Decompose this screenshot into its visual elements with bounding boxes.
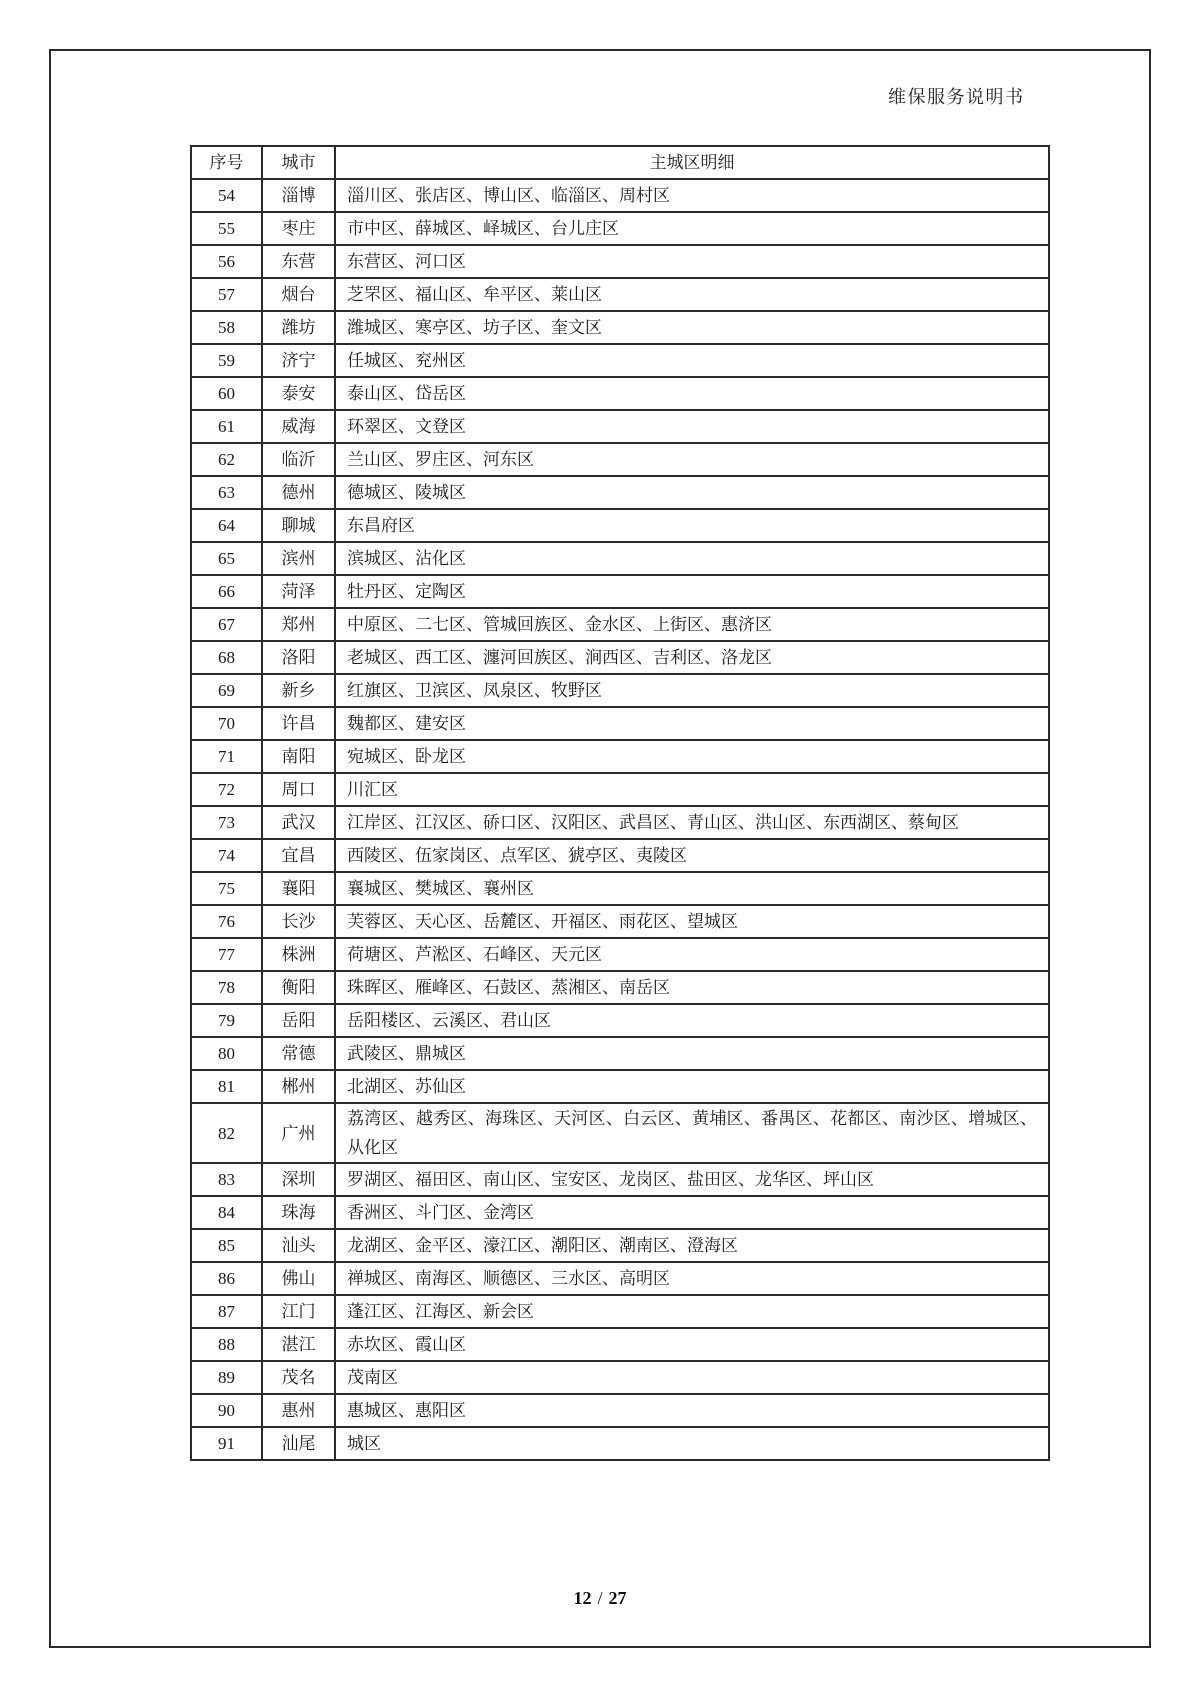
page-number (0, 1588, 1200, 1609)
cell-city: 湛江 (262, 1328, 335, 1361)
cell-no: 54 (191, 179, 262, 212)
cell-districts: 蓬江区、江海区、新会区 (335, 1295, 1049, 1328)
cell-city: 广州 (262, 1103, 335, 1163)
table-row (191, 1427, 1049, 1460)
cell-districts: 东营区、河口区 (335, 245, 1049, 278)
cell-districts: 市中区、薛城区、峄城区、台儿庄区 (335, 212, 1049, 245)
cell-city: 洛阳 (262, 641, 335, 674)
cell-no: 82 (191, 1103, 262, 1163)
cell-no: 71 (191, 740, 262, 773)
cell-city: 潍坊 (262, 311, 335, 344)
cell-districts: 西陵区、伍家岗区、点军区、猇亭区、夷陵区 (335, 839, 1049, 872)
cell-districts: 荷塘区、芦淞区、石峰区、天元区 (335, 938, 1049, 971)
cell-no: 85 (191, 1229, 262, 1262)
cell-no: 63 (191, 476, 262, 509)
cell-districts: 江岸区、江汉区、硚口区、汉阳区、武昌区、青山区、洪山区、东西湖区、蔡甸区 (335, 806, 1049, 839)
table-row (191, 773, 1049, 806)
cell-no: 91 (191, 1427, 262, 1460)
cell-no: 76 (191, 905, 262, 938)
cell-no: 84 (191, 1196, 262, 1229)
cell-no: 79 (191, 1004, 262, 1037)
cell-city: 许昌 (262, 707, 335, 740)
table-row (191, 839, 1049, 872)
cell-city: 汕头 (262, 1229, 335, 1262)
page-number-current: 12 (573, 1588, 592, 1608)
document-header-title: 维保服务说明书 (888, 87, 1025, 107)
cell-city: 聊城 (262, 509, 335, 542)
cell-no: 61 (191, 410, 262, 443)
cell-city: 惠州 (262, 1394, 335, 1427)
cell-no: 58 (191, 311, 262, 344)
cell-city: 武汉 (262, 806, 335, 839)
cell-no: 87 (191, 1295, 262, 1328)
cell-city: 南阳 (262, 740, 335, 773)
cell-districts: 牡丹区、定陶区 (335, 575, 1049, 608)
cell-city: 襄阳 (262, 872, 335, 905)
cell-no: 81 (191, 1070, 262, 1103)
table-row (191, 1394, 1049, 1427)
cell-city: 德州 (262, 476, 335, 509)
cell-no: 80 (191, 1037, 262, 1070)
cell-no: 74 (191, 839, 262, 872)
cell-no: 68 (191, 641, 262, 674)
cell-no: 62 (191, 443, 262, 476)
table-row (191, 575, 1049, 608)
cell-no: 66 (191, 575, 262, 608)
table-row (191, 542, 1049, 575)
table-row (191, 1229, 1049, 1262)
cell-no: 83 (191, 1163, 262, 1196)
cell-districts: 芙蓉区、天心区、岳麓区、开福区、雨花区、望城区 (335, 905, 1049, 938)
table-row (191, 740, 1049, 773)
cell-city: 周口 (262, 773, 335, 806)
cell-districts: 荔湾区、越秀区、海珠区、天河区、白云区、黄埔区、番禺区、花都区、南沙区、增城区、从化区 (335, 1103, 1049, 1163)
cell-districts: 淄川区、张店区、博山区、临淄区、周村区 (335, 179, 1049, 212)
cell-districts: 任城区、兖州区 (335, 344, 1049, 377)
table-row (191, 311, 1049, 344)
cell-city: 常德 (262, 1037, 335, 1070)
table-row (191, 245, 1049, 278)
city-districts-table (190, 145, 1050, 1461)
column-header-city: 城市 (262, 146, 335, 179)
column-header-no: 序号 (191, 146, 262, 179)
cell-no: 70 (191, 707, 262, 740)
table-row (191, 509, 1049, 542)
cell-no: 60 (191, 377, 262, 410)
cell-districts: 魏都区、建安区 (335, 707, 1049, 740)
table-row (191, 1328, 1049, 1361)
cell-city: 临沂 (262, 443, 335, 476)
cell-city: 烟台 (262, 278, 335, 311)
cell-city: 江门 (262, 1295, 335, 1328)
cell-city: 茂名 (262, 1361, 335, 1394)
cell-districts: 川汇区 (335, 773, 1049, 806)
cell-city: 长沙 (262, 905, 335, 938)
cell-city: 珠海 (262, 1196, 335, 1229)
table-row (191, 278, 1049, 311)
cell-districts: 宛城区、卧龙区 (335, 740, 1049, 773)
cell-districts: 芝罘区、福山区、牟平区、莱山区 (335, 278, 1049, 311)
cell-no: 75 (191, 872, 262, 905)
cell-no: 55 (191, 212, 262, 245)
table-row (191, 674, 1049, 707)
table-row (191, 971, 1049, 1004)
table-row (191, 377, 1049, 410)
table-row (191, 641, 1049, 674)
cell-districts: 罗湖区、福田区、南山区、宝安区、龙岗区、盐田区、龙华区、坪山区 (335, 1163, 1049, 1196)
cell-districts: 德城区、陵城区 (335, 476, 1049, 509)
cell-districts: 潍城区、寒亭区、坊子区、奎文区 (335, 311, 1049, 344)
cell-city: 滨州 (262, 542, 335, 575)
cell-city: 威海 (262, 410, 335, 443)
table-row (191, 476, 1049, 509)
cell-city: 东营 (262, 245, 335, 278)
cell-districts: 老城区、西工区、瀍河回族区、涧西区、吉利区、洛龙区 (335, 641, 1049, 674)
cell-city: 株洲 (262, 938, 335, 971)
cell-districts: 禅城区、南海区、顺德区、三水区、高明区 (335, 1262, 1049, 1295)
cell-no: 64 (191, 509, 262, 542)
table-row (191, 806, 1049, 839)
cell-city: 郴州 (262, 1070, 335, 1103)
cell-districts: 东昌府区 (335, 509, 1049, 542)
table-row (191, 1262, 1049, 1295)
cell-city: 济宁 (262, 344, 335, 377)
table-row (191, 1196, 1049, 1229)
table-body (191, 179, 1049, 1460)
cell-no: 65 (191, 542, 262, 575)
cell-no: 67 (191, 608, 262, 641)
cell-city: 汕尾 (262, 1427, 335, 1460)
cell-districts: 襄城区、樊城区、襄州区 (335, 872, 1049, 905)
page-number-total: 27 (608, 1588, 627, 1608)
table-row (191, 344, 1049, 377)
cell-no: 77 (191, 938, 262, 971)
table-row (191, 1070, 1049, 1103)
cell-districts: 兰山区、罗庄区、河东区 (335, 443, 1049, 476)
table-row (191, 212, 1049, 245)
cell-city: 新乡 (262, 674, 335, 707)
cell-no: 78 (191, 971, 262, 1004)
cell-no: 73 (191, 806, 262, 839)
cell-districts: 环翠区、文登区 (335, 410, 1049, 443)
cell-no: 86 (191, 1262, 262, 1295)
cell-districts: 北湖区、苏仙区 (335, 1070, 1049, 1103)
cell-districts: 中原区、二七区、管城回族区、金水区、上街区、惠济区 (335, 608, 1049, 641)
cell-districts: 香洲区、斗门区、金湾区 (335, 1196, 1049, 1229)
cell-districts: 惠城区、惠阳区 (335, 1394, 1049, 1427)
table-row (191, 1004, 1049, 1037)
table-row (191, 707, 1049, 740)
cell-city: 宜昌 (262, 839, 335, 872)
table-row (191, 1163, 1049, 1196)
column-header-districts: 主城区明细 (335, 146, 1049, 179)
cell-districts: 滨城区、沾化区 (335, 542, 1049, 575)
cell-no: 90 (191, 1394, 262, 1427)
cell-city: 菏泽 (262, 575, 335, 608)
cell-no: 56 (191, 245, 262, 278)
table-row (191, 410, 1049, 443)
table-row (191, 1361, 1049, 1394)
cell-city: 淄博 (262, 179, 335, 212)
cell-districts: 赤坎区、霞山区 (335, 1328, 1049, 1361)
table-header-row (191, 146, 1049, 179)
page-number-separator: / (597, 1588, 603, 1608)
table-row (191, 1037, 1049, 1070)
cell-city: 衡阳 (262, 971, 335, 1004)
cell-districts: 岳阳楼区、云溪区、君山区 (335, 1004, 1049, 1037)
cell-no: 59 (191, 344, 262, 377)
table-row (191, 905, 1049, 938)
cell-city: 枣庄 (262, 212, 335, 245)
cell-no: 57 (191, 278, 262, 311)
cell-districts: 泰山区、岱岳区 (335, 377, 1049, 410)
cell-districts: 红旗区、卫滨区、凤泉区、牧野区 (335, 674, 1049, 707)
cell-no: 89 (191, 1361, 262, 1394)
cell-districts: 武陵区、鼎城区 (335, 1037, 1049, 1070)
table-row (191, 1103, 1049, 1163)
cell-no: 88 (191, 1328, 262, 1361)
cell-no: 69 (191, 674, 262, 707)
table-row (191, 938, 1049, 971)
cell-districts: 龙湖区、金平区、濠江区、潮阳区、潮南区、澄海区 (335, 1229, 1049, 1262)
cell-no: 72 (191, 773, 262, 806)
table-row (191, 608, 1049, 641)
cell-city: 泰安 (262, 377, 335, 410)
cell-districts: 珠晖区、雁峰区、石鼓区、蒸湘区、南岳区 (335, 971, 1049, 1004)
table-row (191, 179, 1049, 212)
cell-city: 郑州 (262, 608, 335, 641)
cell-city: 岳阳 (262, 1004, 335, 1037)
table-row (191, 872, 1049, 905)
cell-city: 深圳 (262, 1163, 335, 1196)
table-row (191, 1295, 1049, 1328)
cell-districts: 城区 (335, 1427, 1049, 1460)
table-row (191, 443, 1049, 476)
cell-city: 佛山 (262, 1262, 335, 1295)
cell-districts: 茂南区 (335, 1361, 1049, 1394)
